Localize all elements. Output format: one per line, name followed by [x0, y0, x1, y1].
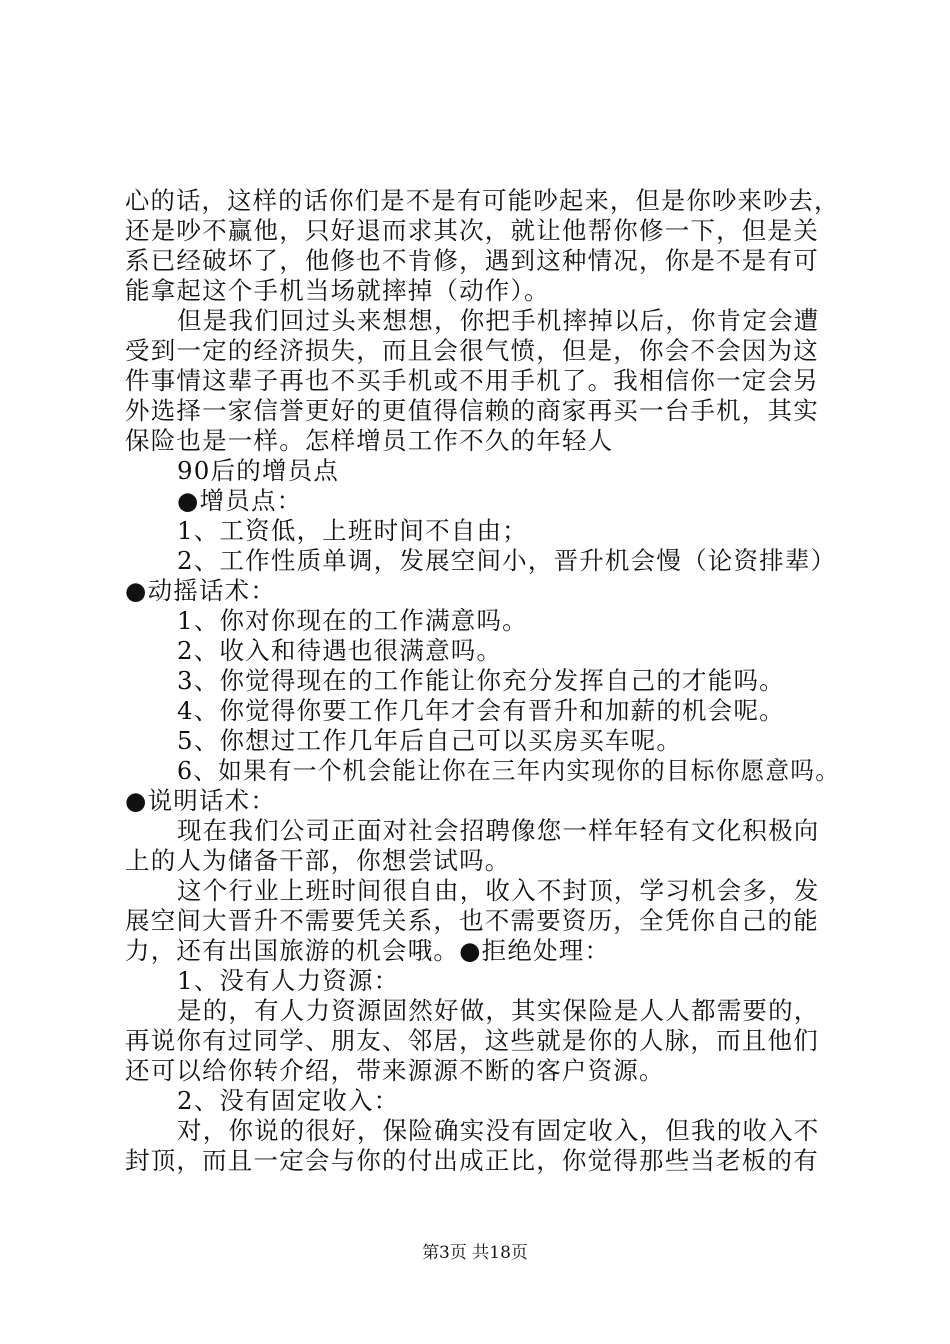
text-line: 保险也是一样。怎样增员工作不久的年轻人	[125, 426, 614, 455]
text-line: 封顶，而且一定会与你的付出成正比，你觉得那些当老板的有	[125, 1146, 819, 1175]
list-item: 2、收入和待遇也很满意吗。	[177, 636, 503, 665]
list-item: 1、你对你现在的工作满意吗。	[177, 606, 528, 635]
text-line: 展空间大晋升不需要凭关系，也不需要资历，全凭你自己的能	[125, 906, 819, 935]
text-line: 外选择一家信誉更好的更值得信赖的商家再买一台手机，其实	[125, 396, 819, 425]
text-line: 90后的增员点	[177, 456, 340, 485]
text-line: 还可以给你转介绍，带来源源不断的客户资源。	[125, 1056, 665, 1085]
list-item: 5、你想过工作几年后自己可以买房买车呢。	[177, 726, 683, 755]
text-line: 受到一定的经济损失，而且会很气愤，但是，你会不会因为这	[125, 336, 819, 365]
text-line: 现在我们公司正面对社会招聘像您一样年轻有文化积极向	[177, 816, 820, 845]
list-item: 2、工作性质单调，发展空间小，晋升机会慢（论资排辈）	[177, 546, 837, 575]
text-line: 力，还有出国旅游的机会哦。●拒绝处理：	[125, 936, 611, 965]
list-item: 1、没有人力资源：	[177, 966, 400, 995]
section-heading: ●说明话术：	[125, 786, 277, 815]
text-line: 心的话，这样的话你们是不是有可能吵起来，但是你吵来吵去，	[125, 186, 840, 215]
section-heading: ●动摇话术：	[125, 576, 277, 605]
list-item: 3、你觉得现在的工作能让你充分发挥自己的才能吗。	[177, 666, 785, 695]
text-line: 件事情这辈子再也不买手机或不用手机了。我相信你一定会另	[125, 366, 819, 395]
text-line: 是的，有人力资源固然好做，其实保险是人人都需要的，	[177, 996, 820, 1025]
text-line: 再说你有过同学、朋友、邻居，这些就是你的人脉，而且他们	[125, 1026, 819, 1055]
text-line: 但是我们回过头来想想，你把手机摔掉以后，你肯定会遭	[177, 306, 820, 335]
list-item: 2、没有固定收入：	[177, 1086, 400, 1115]
list-item: 4、你觉得你要工作几年才会有晋升和加薪的机会呢。	[177, 696, 785, 725]
text-line: 上的人为储备干部，你想尝试吗。	[125, 846, 511, 875]
text-line: 这个行业上班时间很自由，收入不封顶，学习机会多，发	[177, 876, 820, 905]
section-heading: ●增员点：	[177, 486, 303, 515]
text-line: 能拿起这个手机当场就摔掉（动作）。	[125, 276, 550, 305]
list-item: 1、工资低，上班时间不自由；	[177, 516, 528, 545]
page-number-footer: 第3页 共18页	[422, 1243, 528, 1263]
text-line: 对，你说的很好，保险确实没有固定收入，但我的收入不	[177, 1116, 820, 1145]
text-line: 还是吵不赢他，只好退而求其次，就让他帮你修一下，但是关	[125, 216, 819, 245]
text-line: 系已经破坏了，他修也不肯修，遇到这种情况，你是不是有可	[125, 246, 819, 275]
list-item: 6、如果有一个机会能让你在三年内实现你的目标你愿意吗。	[177, 756, 841, 785]
